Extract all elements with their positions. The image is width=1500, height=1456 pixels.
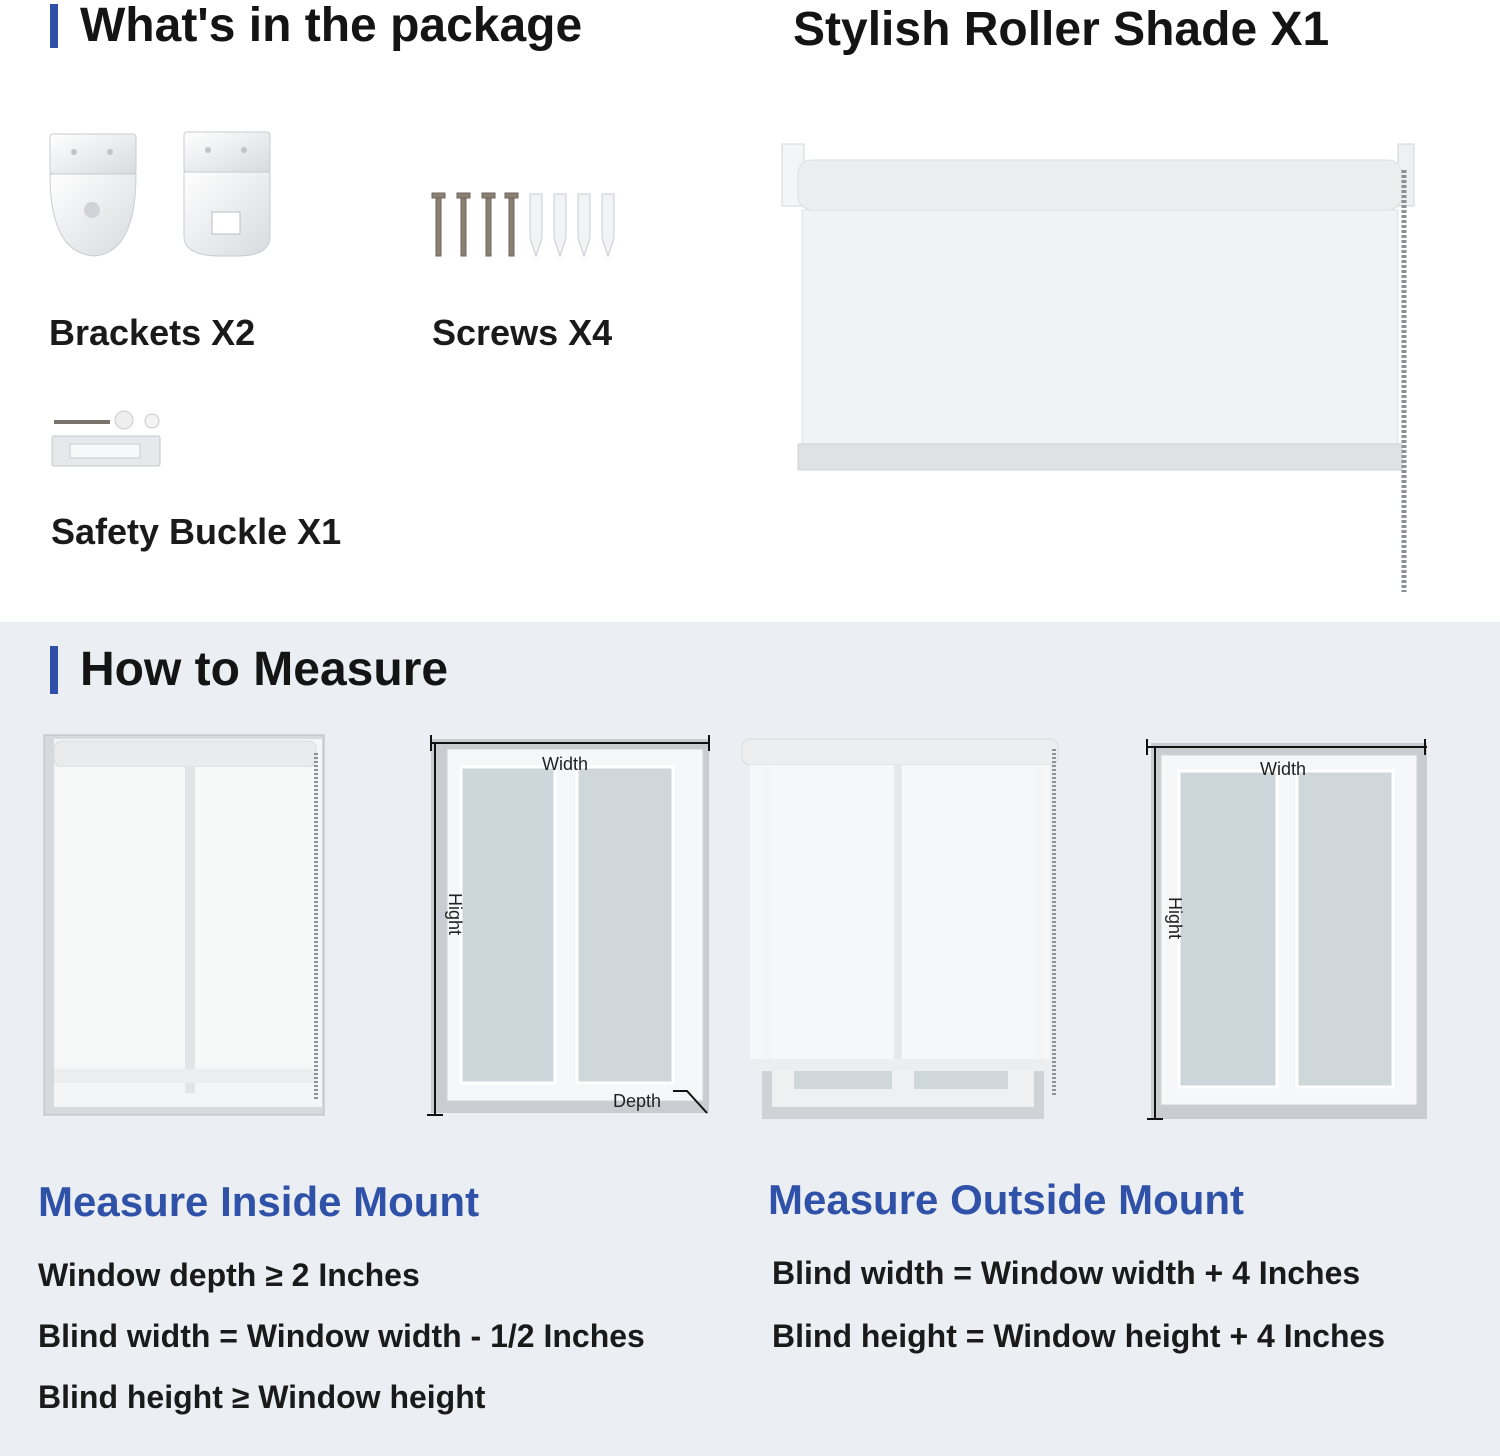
outside-mount-title: Measure Outside Mount — [768, 1176, 1245, 1223]
outside-mount-shade-diagram — [738, 733, 1063, 1123]
outside-line-width: Blind width = Window width + 4 Inches — [772, 1255, 1361, 1291]
measure-title: How to Measure — [80, 643, 449, 696]
package-title: What's in the package — [80, 0, 583, 52]
height-label: Hight — [1165, 897, 1185, 940]
roller-shade-image — [778, 140, 1418, 600]
width-label: Width — [542, 754, 589, 774]
safety-buckle-icon — [50, 408, 165, 470]
width-label: Width — [1260, 759, 1307, 779]
screws-icon — [430, 190, 625, 262]
brackets-label: Brackets X2 — [49, 312, 256, 353]
accent-bar — [50, 4, 58, 48]
inside-line-height: Blind height ≥ Window height — [38, 1379, 486, 1415]
brackets-icon — [44, 128, 274, 263]
inside-mount-measure-diagram — [425, 733, 715, 1118]
inside-line-width: Blind width = Window width - 1/2 Inches — [38, 1318, 645, 1354]
accent-bar — [50, 646, 58, 694]
inside-mount-shade-diagram — [42, 733, 327, 1118]
safety-buckle-label: Safety Buckle X1 — [51, 511, 342, 552]
inside-mount-title: Measure Inside Mount — [38, 1178, 480, 1225]
inside-line-depth: Window depth ≥ 2 Inches — [38, 1257, 420, 1293]
product-title: Stylish Roller Shade X1 — [793, 3, 1330, 56]
outside-mount-measure-diagram — [1143, 737, 1433, 1122]
depth-label: Depth — [613, 1091, 662, 1111]
outside-line-height: Blind height = Window height + 4 Inches — [772, 1318, 1386, 1354]
height-label: Hight — [445, 893, 465, 936]
screws-label: Screws X4 — [432, 312, 613, 353]
